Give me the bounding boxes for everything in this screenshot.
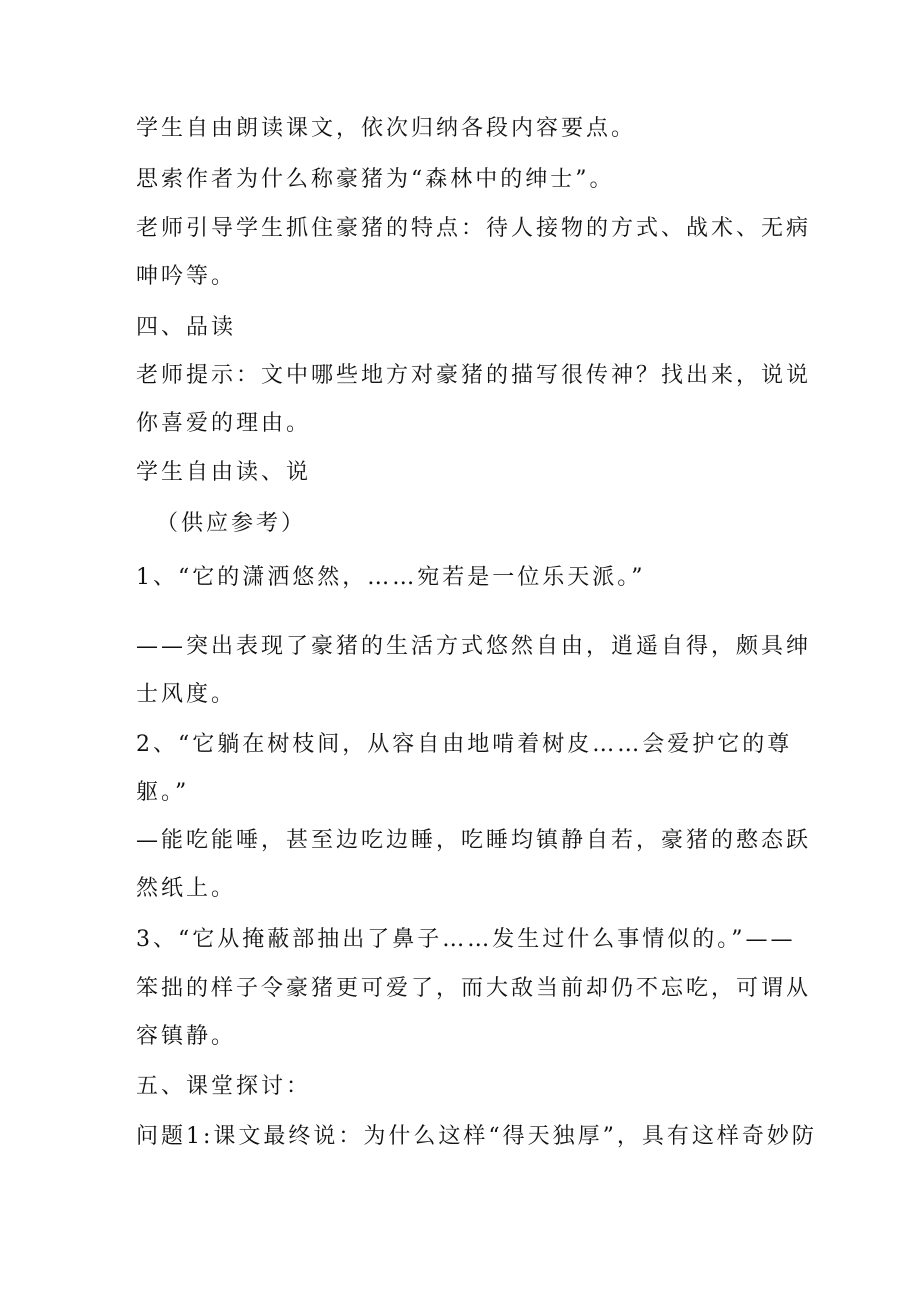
list-item: 1、“它的潇洒悠然，……宛若是一位乐天派。” xyxy=(136,565,646,590)
text-line: 问题1:课文最终说：为什么这样“得天独厚”，具有这样奇妙防 xyxy=(136,1124,817,1149)
text-line: 老师提示：文中哪些地方对豪猪的描写很传神？找出来，说说 xyxy=(136,363,812,388)
text-line: 然纸上。 xyxy=(136,876,237,901)
text-line: —能吃能唾，甚至边吃边睡，吃睡均镇静自若，豪猪的憨态跃 xyxy=(136,828,812,853)
text-line: ——突出表现了豪猪的生活方式悠然自由，逍遥自得，颇具绅 xyxy=(136,634,812,659)
text-line: 学生自由朗读课文，依次归纳各段内容要点。 xyxy=(136,116,637,141)
text-line: 老师引导学生抓住豪猪的特点：待人接物的方式、战术、无病 xyxy=(136,216,812,241)
text-line: 士风度。 xyxy=(136,682,237,707)
text-line: 思索作者为什么称豪猪为“森林中的绅士”。 xyxy=(136,167,615,192)
text-line: 躯。” xyxy=(136,780,190,805)
text-line: 笨拙的样子令豪猪更可爱了，而大敌当前却仍不忘吃，可谓从 xyxy=(136,976,812,1001)
text-line: 学生自由读、说 xyxy=(136,460,312,485)
list-item: 3、“它从掩蔽部抽出了鼻子……发生过什么事情似的。”—— xyxy=(136,927,796,952)
section-heading: 四、品读 xyxy=(136,315,237,340)
text-line: 呻吟等。 xyxy=(136,264,237,289)
text-line: 容镇静。 xyxy=(136,1024,237,1049)
list-item: 2、“它躺在树枝间，从容自由地啃着树皮……会爱护它的尊 xyxy=(136,732,793,757)
text-line: （供应参考） xyxy=(156,511,307,536)
section-heading: 五、课堂探讨： xyxy=(136,1074,312,1099)
text-line: 你喜爱的理由。 xyxy=(136,411,312,436)
